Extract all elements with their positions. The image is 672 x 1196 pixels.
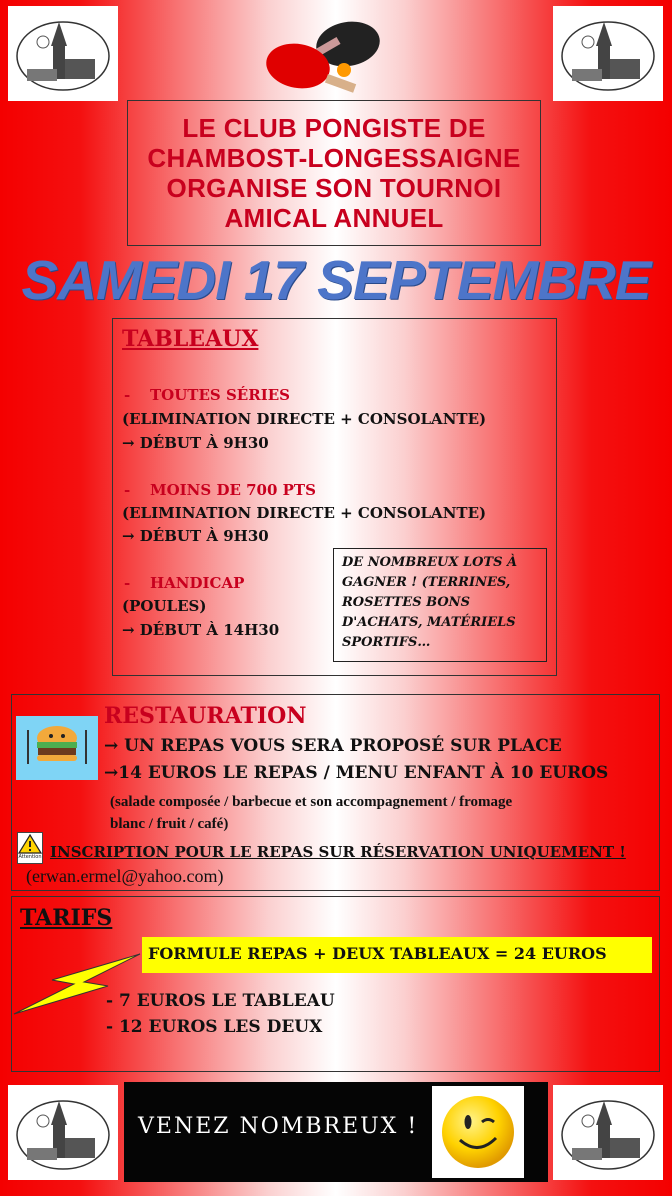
title-line: CHAMBOST-LONGESSAIGNE — [147, 143, 521, 173]
tableau-start: → DÉBUT À 14H30 — [122, 621, 280, 639]
church-logo-bottom-left — [8, 1085, 118, 1180]
tableau-start: → DÉBUT À 9H30 — [122, 434, 269, 452]
lots-line: SPORTIFS… — [342, 635, 431, 650]
church-icon — [558, 14, 658, 94]
restauration-line: → UN REPAS VOUS SERA PROPOSÉ SUR PLACE — [104, 736, 562, 756]
lots-box — [333, 548, 547, 662]
menu-line: blanc / fruit / café) — [110, 816, 229, 832]
contact-email: (erwan.ermel@yahoo.com) — [26, 866, 224, 886]
tableau-bullet: - — [124, 574, 131, 592]
winking-smiley-icon — [438, 1092, 518, 1172]
lots-line: ROSETTES BONS — [342, 595, 470, 610]
tableau-name: TOUTES SÉRIES — [150, 386, 290, 404]
price-line: - 12 EUROS LES DEUX — [106, 1017, 323, 1037]
tableau-format: (ELIMINATION DIRECTE + CONSOLANTE) — [122, 410, 487, 428]
tableau-format: (POULES) — [122, 597, 207, 615]
church-icon — [13, 14, 113, 94]
lots-line: GAGNER ! (TERRINES, — [342, 575, 511, 590]
lots-line: DE NOMBREUX LOTS À — [342, 555, 518, 570]
formule-text: FORMULE REPAS + DEUX TABLEAUX = 24 EUROS — [148, 944, 607, 963]
warning-icon — [17, 832, 43, 864]
inscription-note: INSCRIPTION POUR LE REPAS SUR RÉSERVATION UNIQUEMENT ! — [50, 843, 626, 861]
tableau-bullet: - — [124, 481, 131, 499]
tableau-name: HANDICAP — [150, 574, 245, 592]
tableau-start: → DÉBUT À 9H30 — [122, 527, 269, 545]
burger-icon — [16, 716, 98, 780]
title-line: ORGANISE SON TOURNOI — [166, 173, 502, 203]
church-icon — [13, 1093, 113, 1173]
tarifs-heading: TARIFS — [20, 905, 113, 931]
church-icon — [558, 1093, 658, 1173]
restauration-heading: RESTAURATION — [104, 703, 307, 729]
lots-line: D'ACHATS, MATÉRIELS — [342, 615, 516, 630]
menu-line: (salade composée / barbecue et son accompagnement / fromage — [110, 794, 513, 810]
tableau-name: MOINS DE 700 PTS — [150, 481, 316, 499]
church-logo-top-right — [553, 6, 663, 101]
title-line: AMICAL ANNUEL — [224, 203, 444, 233]
ping-pong-paddles-icon — [260, 14, 392, 94]
tableaux-heading: TABLEAUX — [122, 326, 259, 352]
smiley-box — [432, 1086, 524, 1178]
price-line: - 7 EUROS LE TABLEAU — [106, 991, 335, 1011]
church-logo-top-left — [8, 6, 118, 101]
church-logo-bottom-right — [553, 1085, 663, 1180]
title-line: LE CLUB PONGISTE DE — [182, 113, 486, 143]
restauration-line: →14 EUROS LE REPAS / MENU ENFANT À 10 EUROS — [104, 763, 609, 783]
title-box — [127, 100, 541, 246]
tableau-bullet: - — [124, 386, 131, 404]
tableau-format: (ELIMINATION DIRECTE + CONSOLANTE) — [122, 504, 487, 522]
event-date: SAMEDI 17 SEPTEMBRE — [21, 249, 651, 311]
footer-text: VENEZ NOMBREUX ! — [138, 1114, 419, 1139]
warning-label: Attention — [18, 854, 42, 860]
